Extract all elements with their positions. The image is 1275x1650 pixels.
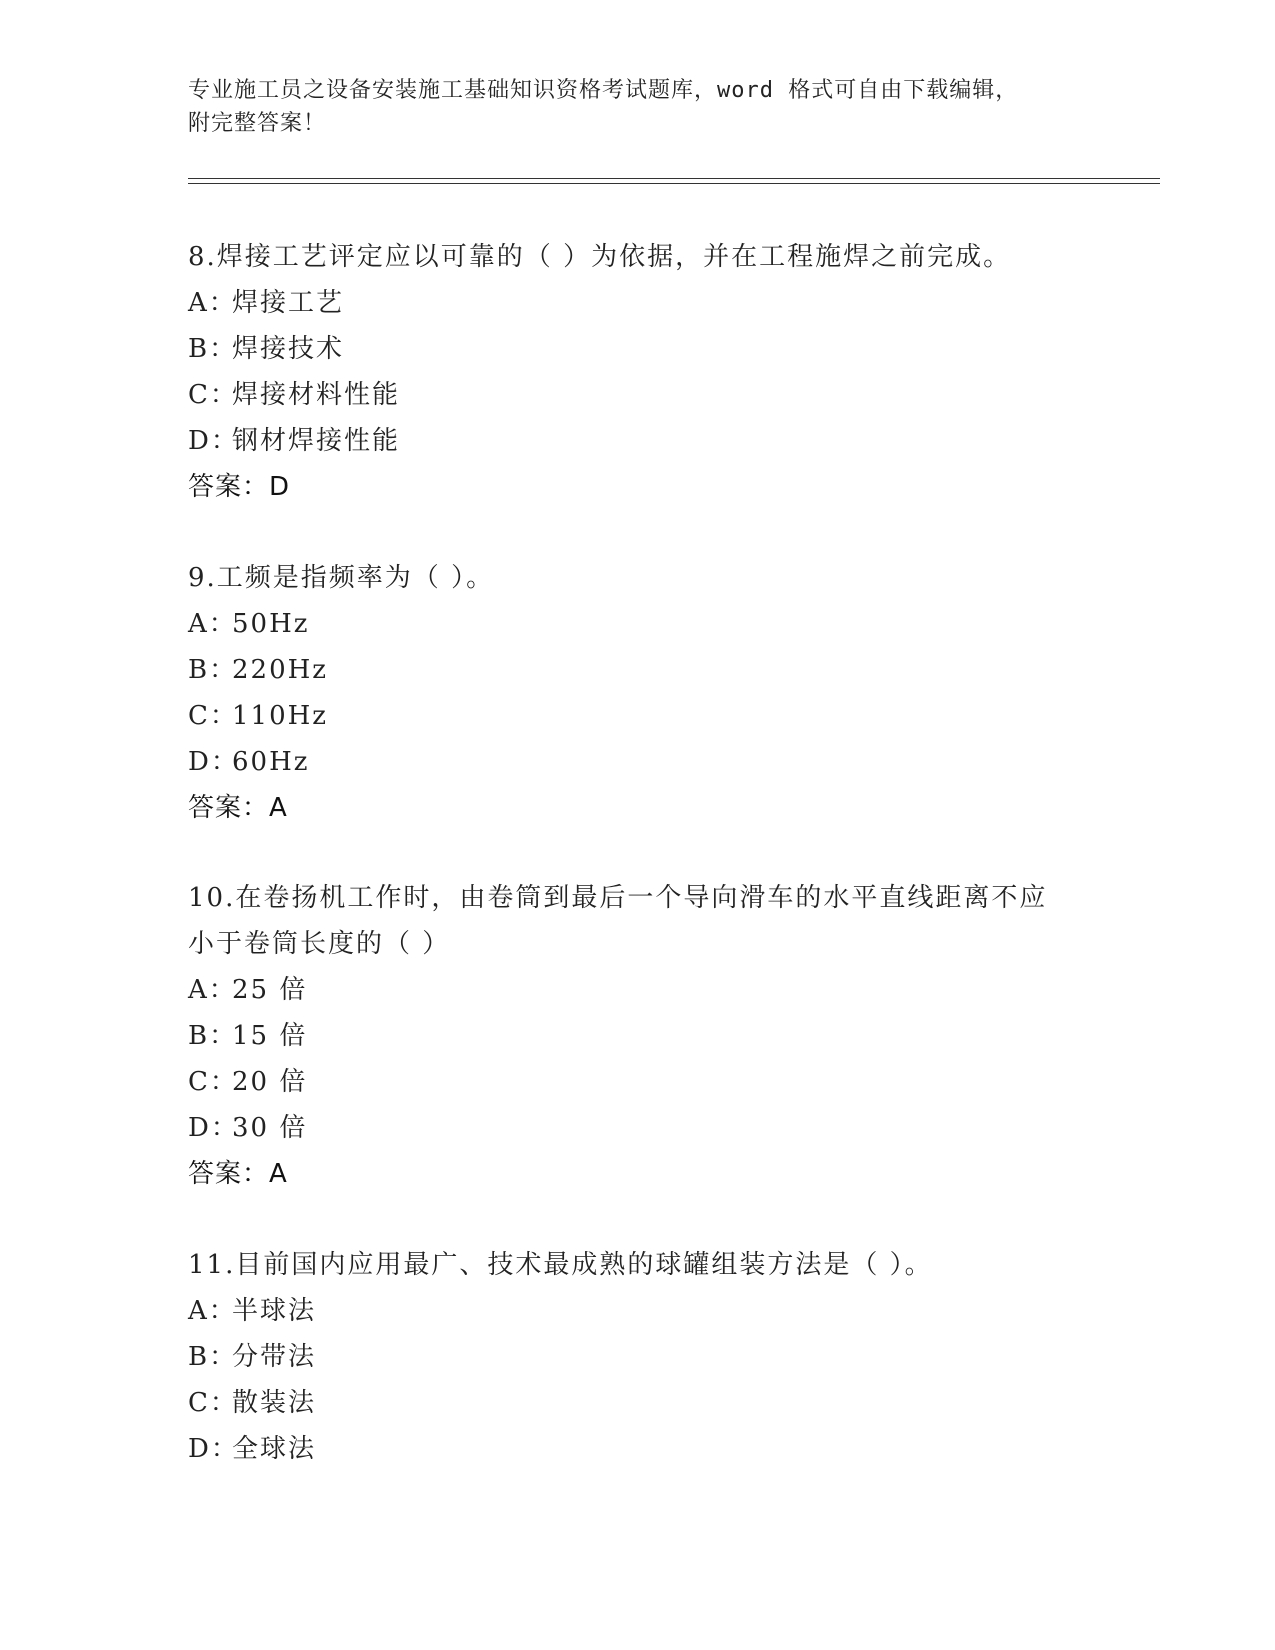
option-d: [188, 1426, 1088, 1472]
option-b: [188, 1013, 1088, 1059]
option-d: [188, 418, 1088, 464]
question-stem: 10.在卷扬机工作时，由卷筒到最后一个导向滑车的水平直线距离不应小于卷筒长度的（ ）: [188, 883, 1048, 959]
option-text: 15 倍: [232, 1021, 308, 1051]
option-c: [188, 1380, 1088, 1426]
option-c: [188, 1059, 1088, 1105]
option-text: 110Hz: [232, 701, 328, 731]
option-letter: B：: [188, 1342, 238, 1372]
option-c: [188, 693, 1088, 739]
header-line-1: 专业施工员之设备安装施工基础知识资格考试题库，word 格式可自由下载编辑，: [188, 78, 1019, 103]
option-text: 25 倍: [232, 975, 308, 1005]
option-b: [188, 647, 1088, 693]
option-b: [188, 326, 1088, 372]
option-text: 220Hz: [232, 655, 328, 685]
option-letter: C：: [188, 380, 238, 410]
option-letter: A：: [188, 288, 237, 318]
option-b: [188, 1334, 1088, 1380]
option-letter: A：: [188, 609, 237, 639]
question-stem: 8.焊接工艺评定应以可靠的（ ）为依据，并在工程施焊之前完成。: [188, 242, 1012, 272]
option-letter: C：: [188, 1388, 238, 1418]
option-letter: A：: [188, 1296, 237, 1326]
option-text: 散装法: [232, 1388, 317, 1418]
option-a: [188, 601, 1088, 647]
option-text: 焊接工艺: [232, 288, 345, 318]
header-line-2: 附完整答案！: [188, 111, 327, 136]
option-text: 30 倍: [232, 1113, 308, 1143]
option-text: 焊接技术: [232, 334, 345, 364]
option-letter: A：: [188, 975, 237, 1005]
option-text: 50Hz: [232, 609, 310, 639]
option-a: [188, 967, 1088, 1013]
question-stem: 11.目前国内应用最广、技术最成熟的球罐组装方法是（ ）。: [188, 1250, 933, 1280]
option-text: 焊接材料性能: [232, 380, 401, 410]
option-letter: D：: [188, 1434, 239, 1464]
question-block: [188, 1242, 1088, 1472]
question-block: [188, 875, 1088, 1197]
header-divider-top: [188, 178, 1160, 179]
question-block: [188, 234, 1088, 510]
answer-line: 答案：D: [188, 472, 291, 502]
option-letter: D：: [188, 747, 239, 777]
option-text: 20 倍: [232, 1067, 308, 1097]
option-text: 全球法: [232, 1434, 317, 1464]
option-d: [188, 1105, 1088, 1151]
option-letter: D：: [188, 426, 239, 456]
option-text: 60Hz: [232, 747, 310, 777]
document-header: [188, 74, 1088, 140]
option-a: [188, 280, 1088, 326]
answer-line: 答案：A: [188, 793, 288, 823]
option-text: 分带法: [232, 1342, 317, 1372]
option-d: [188, 739, 1088, 785]
option-letter: C：: [188, 1067, 238, 1097]
option-letter: B：: [188, 334, 238, 364]
header-divider-bottom: [188, 183, 1160, 184]
option-text: 钢材焊接性能: [232, 426, 401, 456]
option-letter: D：: [188, 1113, 239, 1143]
question-block: [188, 555, 1088, 831]
option-letter: B：: [188, 655, 238, 685]
option-letter: B：: [188, 1021, 238, 1051]
option-a: [188, 1288, 1088, 1334]
option-letter: C：: [188, 701, 238, 731]
answer-line: 答案：A: [188, 1159, 288, 1189]
option-c: [188, 372, 1088, 418]
option-text: 半球法: [232, 1296, 317, 1326]
question-stem: 9.工频是指频率为（ ）。: [188, 563, 495, 593]
